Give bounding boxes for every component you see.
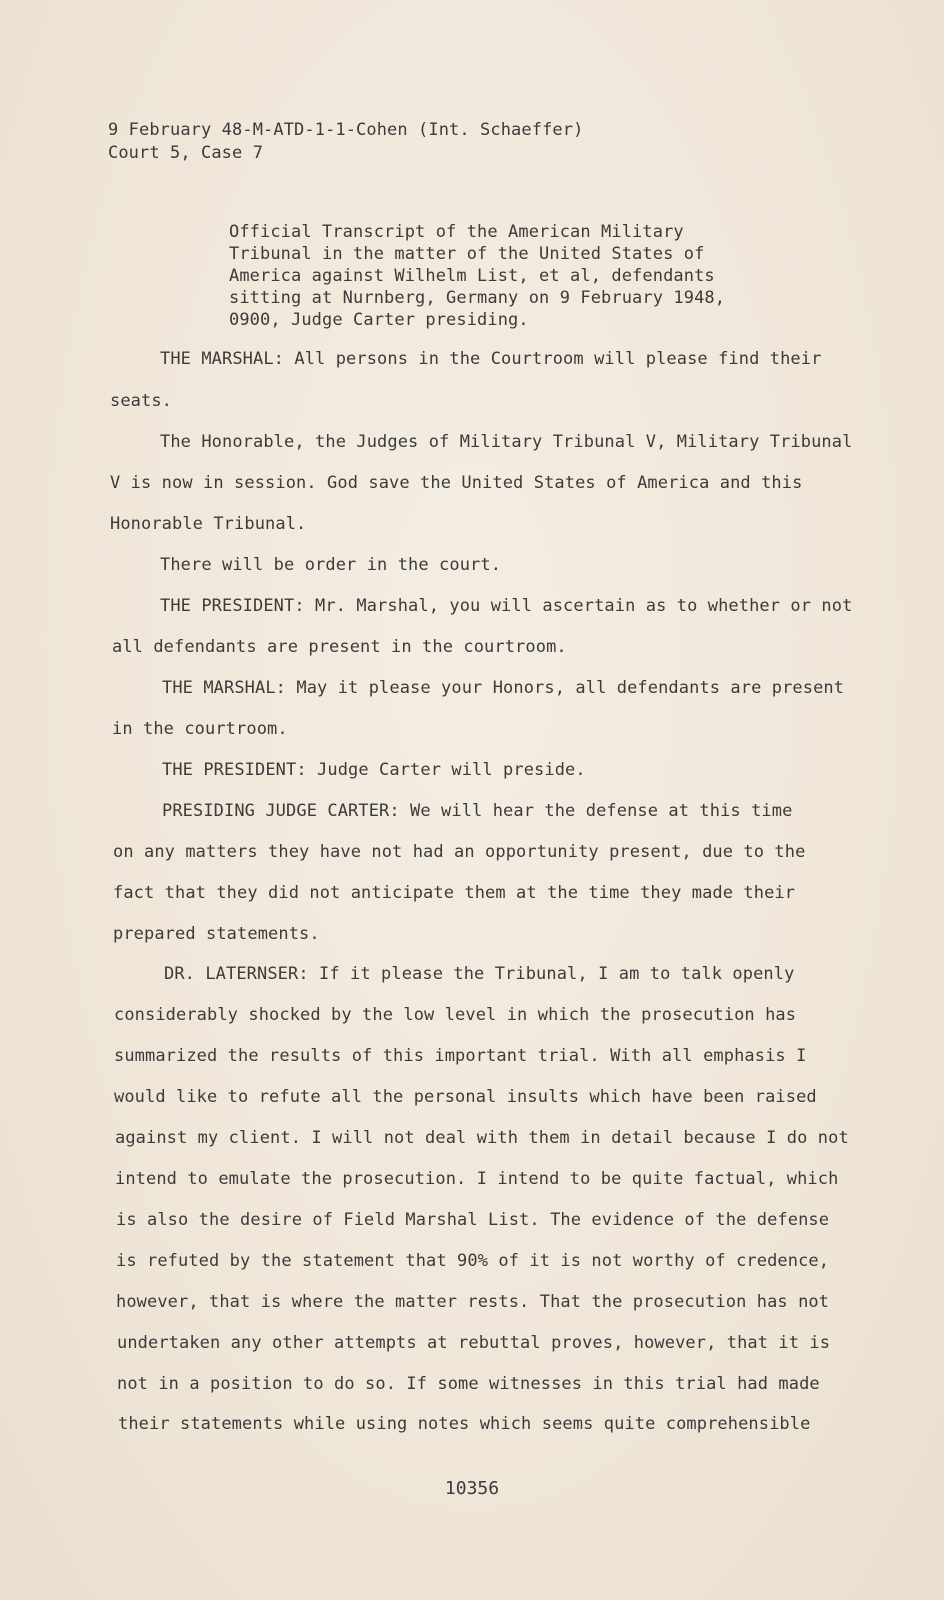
body-line: not in a position to do so. If some witnesses in this trial had made [117, 1374, 820, 1394]
caption-line: America against Wilhelm List, et al, defendants [229, 266, 715, 286]
caption-line: Tribunal in the matter of the United States of [229, 244, 705, 264]
body-line: however, that is where the matter rests. That the prosecution has not [116, 1292, 830, 1312]
caption-line: Official Transcript of the American Military [229, 222, 684, 242]
body-line: fact that they did not anticipate them at the time they made their [113, 883, 796, 903]
body-line: The Honorable, the Judges of Military Tribunal V, Military Tribunal [160, 432, 853, 452]
body-line: V is now in session. God save the United States of America and this [110, 473, 803, 493]
body-line: summarized the results of this important trial. With all emphasis I [114, 1046, 807, 1066]
caption-line: sitting at Nurnberg, Germany on 9 February 1948, [229, 288, 726, 308]
body-line: intend to emulate the prosecution. I intend to be quite factual, which [115, 1169, 839, 1189]
body-line: prepared statements. [113, 924, 320, 944]
body-line: Honorable Tribunal. [110, 514, 307, 534]
body-line: THE PRESIDENT: Mr. Marshal, you will ascertain as to whether or not [160, 596, 853, 616]
page-number: 10356 [444, 1478, 500, 1499]
body-line: undertaken any other attempts at rebuttal proves, however, that it is [117, 1333, 831, 1353]
body-line: is refuted by the statement that 90% of it is not worthy of credence, [116, 1251, 830, 1271]
body-line: considerably shocked by the low level in which the prosecution has [114, 1005, 797, 1025]
body-line: THE MARSHAL: May it please your Honors, all defendants are present [162, 678, 845, 698]
caption-line: 0900, Judge Carter presiding. [229, 310, 529, 330]
body-line: There will be order in the court. [160, 555, 502, 575]
header-line-2: Court 5, Case 7 [108, 143, 264, 163]
body-line: seats. [110, 391, 173, 411]
body-line: THE MARSHAL: All persons in the Courtroom will please find their [160, 349, 822, 369]
body-line: THE PRESIDENT: Judge Carter will preside. [162, 760, 586, 780]
body-line: would like to refute all the personal insults which have been raised [114, 1087, 817, 1107]
body-line: all defendants are present in the courtroom. [112, 637, 567, 657]
body-line: against my client. I will not deal with them in detail because I do not [115, 1128, 849, 1148]
body-line: is also the desire of Field Marshal List. The evidence of the defense [116, 1210, 830, 1230]
body-line: on any matters they have not had an opportunity present, due to the [113, 842, 806, 862]
body-line: their statements while using notes which seems quite comprehensible [118, 1414, 811, 1434]
body-line: in the courtroom. [112, 719, 288, 739]
body-line: PRESIDING JUDGE CARTER: We will hear the defense at this time [162, 801, 793, 821]
header-line-1: 9 February 48-M-ATD-1-1-Cohen (Int. Schaeffer) [108, 120, 584, 140]
body-line: DR. LATERNSER: If it please the Tribunal, I am to talk openly [164, 964, 795, 984]
